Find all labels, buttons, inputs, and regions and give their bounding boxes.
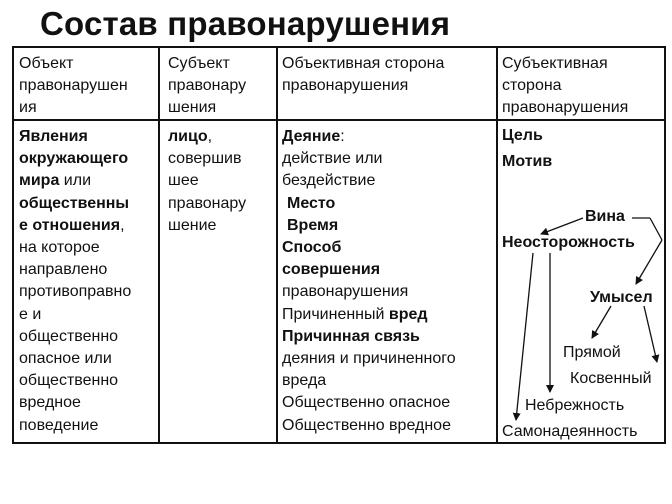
arrow-guilt-right-down <box>650 218 662 240</box>
header-objective-side: Объективная сторона правонарушения <box>282 55 445 95</box>
negligence-form-label: Неосторожность <box>502 234 635 251</box>
arrow-intent-to-direct <box>592 306 611 338</box>
arrow-guilt-to-negligence-form <box>541 218 583 234</box>
arrow-to-overconfidence <box>516 253 533 420</box>
indirect-label: Косвенный <box>570 370 652 387</box>
page-title: Состав правонарушения <box>40 5 451 42</box>
negligence-label: Небрежность <box>525 397 625 414</box>
header-subject: Субъект правонару шения <box>168 55 247 117</box>
subject-cell: лицо, совершив шее правонару шение <box>168 128 247 234</box>
header-object: Объект правонарушен ия <box>19 55 128 117</box>
goal-label: Цель <box>502 127 543 144</box>
motive-label: Мотив <box>502 153 553 170</box>
guilt-label: Вина <box>585 208 625 225</box>
overconfidence-label: Самонадеянность <box>502 423 638 440</box>
arrow-intent-to-indirect <box>644 306 657 362</box>
intent-label: Умысел <box>590 289 653 306</box>
objective-side-cell: Деяние: действие или бездействие Место Время Способ совершения правонарушения Причиненный вред Причинная связь деяния и причиненного вреда Общественно опасное Общественно вредное <box>282 128 456 434</box>
object-cell: Явления окружающего мира или общественны е отношения, на которое направлено противоправно е и общественно опасное или общественно вредное поведение <box>19 128 132 434</box>
direct-label: Прямой <box>563 344 621 361</box>
arrow-guilt-to-intent <box>636 240 662 284</box>
header-subjective-side: Субъективная сторона правонарушения <box>502 55 629 117</box>
